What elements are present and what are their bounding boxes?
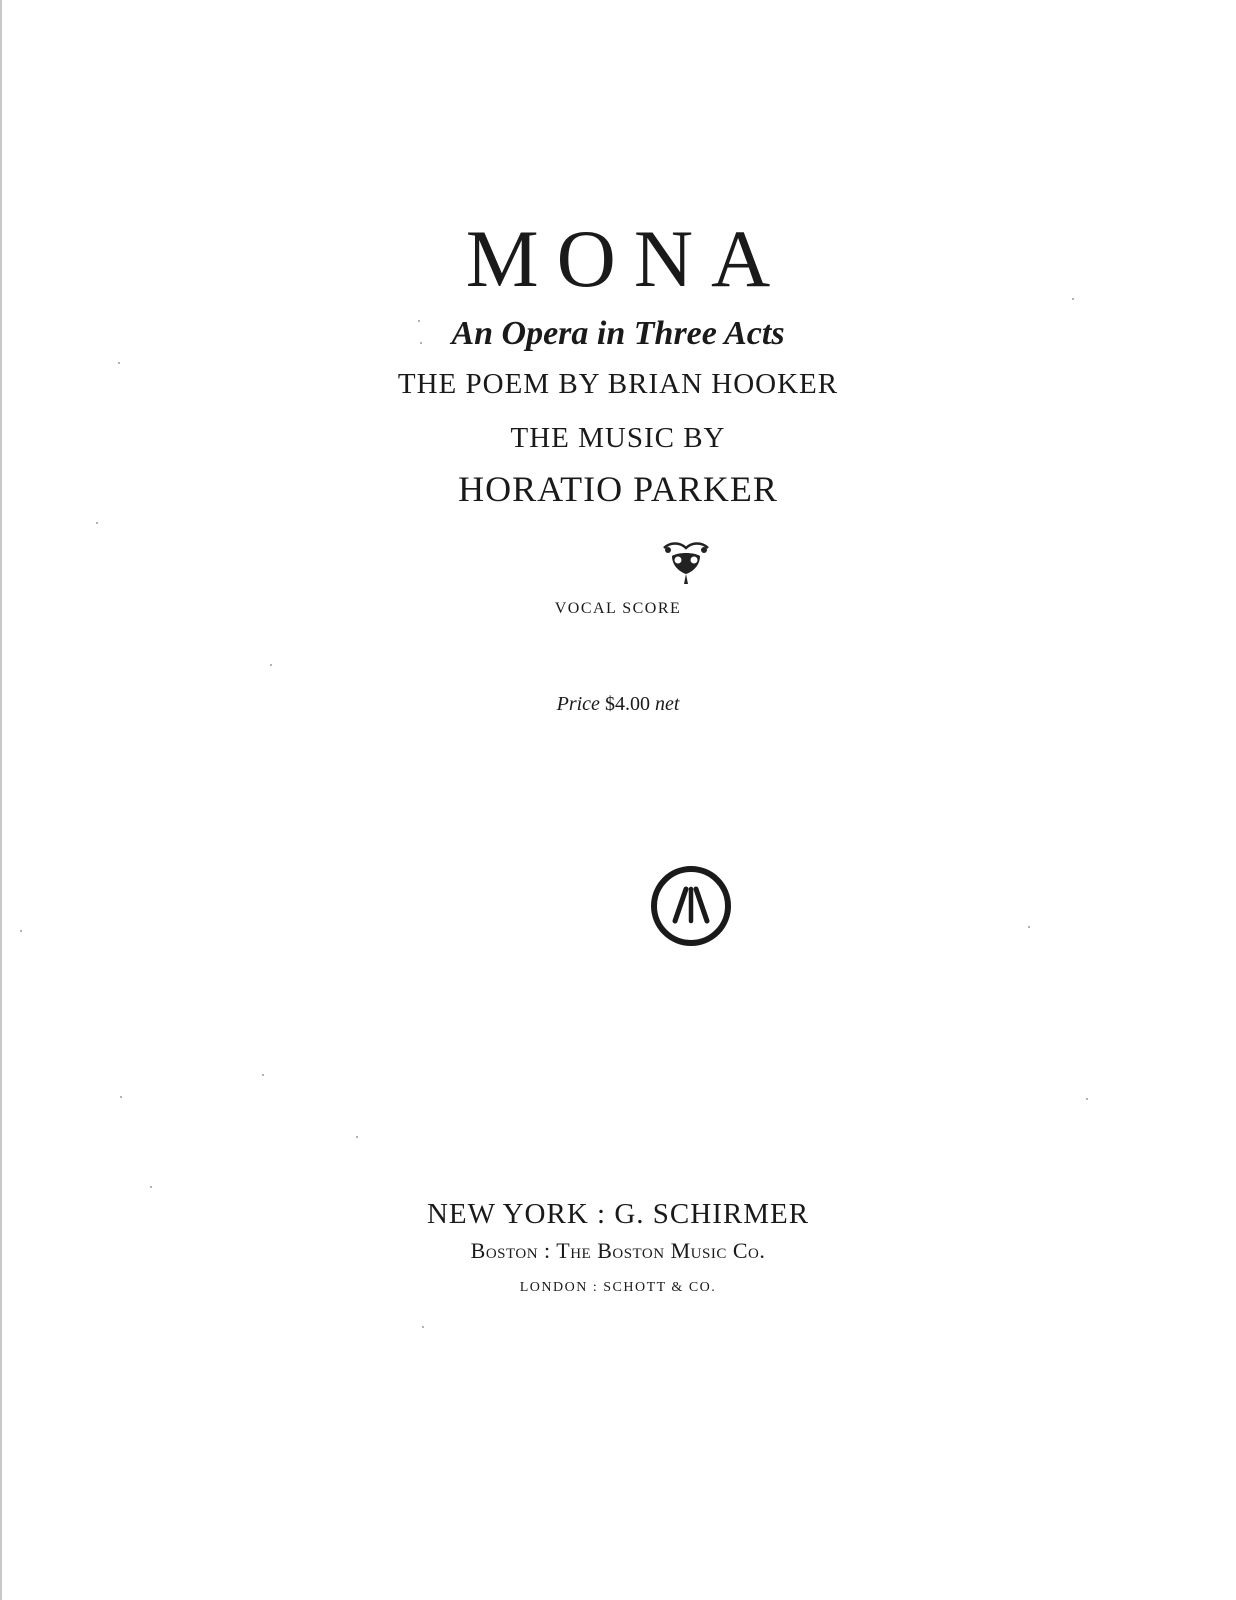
- publisher-boston: Boston : The Boston Music Co.: [470, 1238, 766, 1263]
- publisher-london: LONDON : SCHOTT & CO.: [519, 1280, 717, 1295]
- fleuron-ornament-icon: [660, 540, 712, 586]
- scan-speck: [270, 664, 272, 666]
- opera-subtitle: An Opera in Three Acts: [451, 315, 785, 352]
- scan-speck: [1086, 1098, 1088, 1100]
- price-suffix: net: [654, 693, 680, 715]
- scan-speck: [1072, 298, 1074, 300]
- publisher-new-york: NEW YORK : G. SCHIRMER: [426, 1198, 810, 1230]
- scan-speck: [418, 320, 420, 322]
- scan-speck: [150, 1186, 152, 1188]
- music-by-label: THE MUSIC BY: [510, 422, 726, 454]
- price-label: Price: [556, 693, 600, 715]
- scan-speck: [96, 522, 98, 524]
- price-line: [0, 694, 1236, 714]
- scan-speck: [356, 1136, 358, 1138]
- scan-speck: [1028, 926, 1030, 928]
- schirmer-monogram-logo: [648, 863, 734, 949]
- scan-speck: [120, 1096, 122, 1098]
- price-amount: $4.00: [604, 693, 650, 715]
- scan-speck: [422, 1326, 424, 1328]
- composer-name: HORATIO PARKER: [458, 469, 778, 509]
- poem-credit: THE POEM BY BRIAN HOOKER: [397, 368, 839, 400]
- opera-title: MONA: [465, 213, 789, 304]
- scan-speck: [20, 930, 22, 932]
- scan-speck: [262, 1074, 264, 1076]
- score-type: VOCAL SCORE: [554, 600, 682, 617]
- scan-speck: [420, 342, 422, 344]
- scan-speck: [118, 362, 120, 364]
